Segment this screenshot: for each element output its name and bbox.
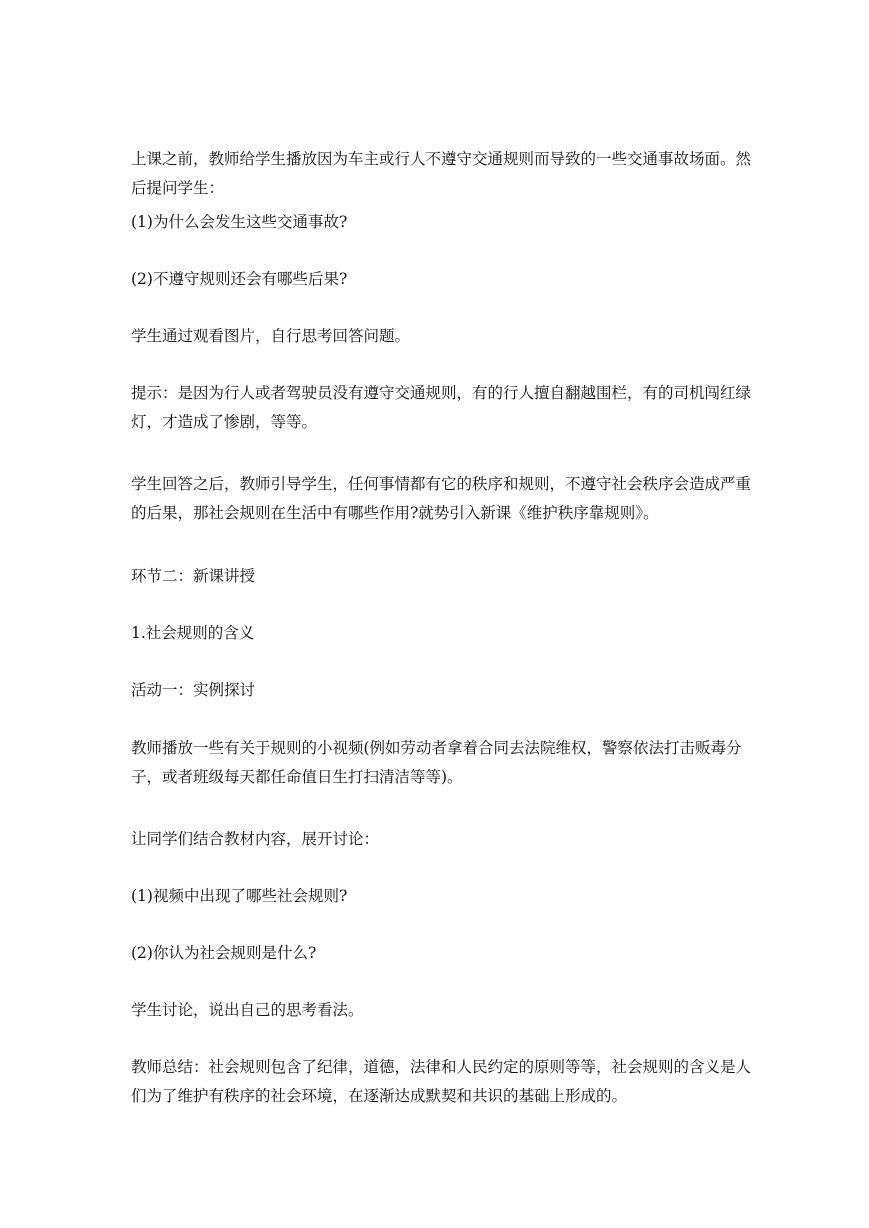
question-1: (1)为什么会发生这些交通事故?: [131, 213, 348, 231]
lead-in-paragraph: 学生回答之后，教师引导学生，任何事情都有它的秩序和规则，不遵守社会秩序会造成严重的后果，那社会规则在生活中有哪些作用?就势引入新课《维护秩序靠规则》。: [131, 475, 752, 522]
discussion-prompt: 让同学们结合教材内容，展开讨论：: [131, 830, 380, 848]
discussion-question-1: (1)视频中出现了哪些社会规则?: [131, 887, 348, 905]
video-paragraph: 教师播放一些有关于规则的小视频(例如劳动者拿着合同去法院维权，警察依法打击贩毒分子，或者班级每天都任命值日生打扫清洁等等)。: [131, 739, 742, 786]
section-heading: 环节二：新课讲授: [131, 567, 256, 585]
discussion-question-2: (2)你认为社会规则是什么?: [131, 944, 317, 962]
intro-paragraph: 上课之前，教师给学生播放因为车主或行人不遵守交通规则而导致的一些交通事故场面。然后提问学生：: [131, 150, 752, 197]
hint-paragraph: 提示：是因为行人或者驾驶员没有遵守交通规则，有的行人擅自翻越围栏，有的司机闯红绿灯，才造成了惨剧，等等。: [131, 384, 752, 431]
student-discussion: 学生讨论，说出自己的思考看法。: [131, 1001, 364, 1019]
teacher-summary: 教师总结：社会规则包含了纪律，道德，法律和人民约定的原则等等，社会规则的含义是人们为了维护有秩序的社会环境，在逐渐达成默契和共识的基础上形成的。: [131, 1058, 752, 1105]
activity-heading: 活动一：实例探讨: [131, 681, 256, 699]
subsection-heading: 1.社会规则的含义: [131, 624, 255, 642]
student-response: 学生通过观看图片，自行思考回答问题。: [131, 327, 411, 345]
question-2: (2)不遵守规则还会有哪些后果?: [131, 270, 348, 288]
